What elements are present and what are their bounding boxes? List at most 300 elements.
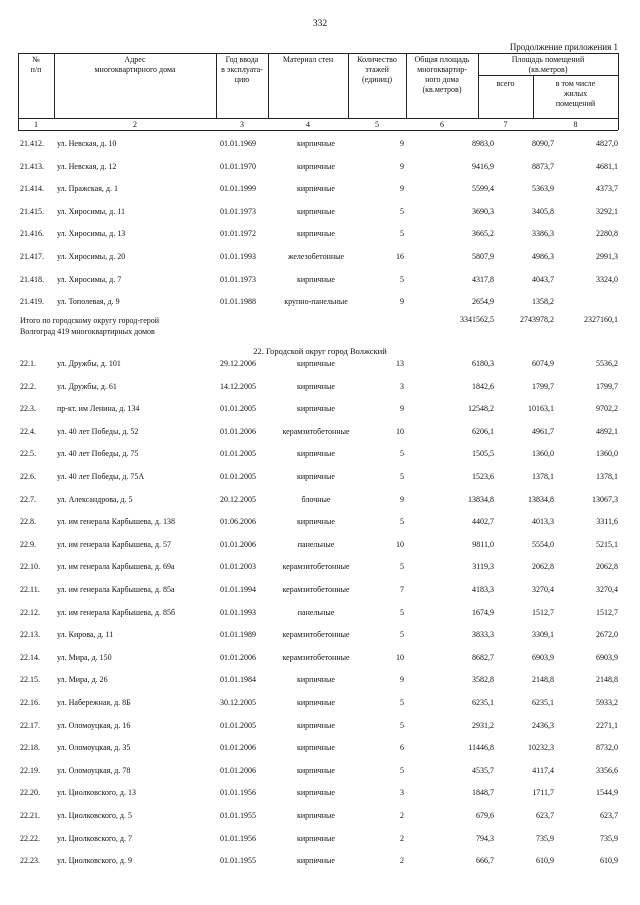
total-residential: 2327160,1 — [584, 315, 618, 324]
row-floors: 9 — [400, 297, 404, 307]
table-row — [20, 427, 620, 439]
table-row — [20, 630, 620, 642]
row-total-area: 1523,6 — [472, 472, 494, 481]
row-number: 22.12. — [20, 607, 40, 617]
row-number: 22.13. — [20, 630, 40, 640]
row-residential-area: 9702,2 — [596, 404, 618, 414]
row-number: 22.16. — [20, 698, 40, 707]
row-residential-area: 1360,0 — [596, 449, 618, 459]
row-total-area: 8682,7 — [472, 652, 494, 662]
row-all-area: 13834,8 — [528, 494, 554, 504]
col-number: 5 — [375, 120, 379, 129]
row-all-area: 3309,1 — [532, 630, 554, 640]
row-number: 22.15. — [20, 675, 40, 685]
row-residential-area: 623,7 — [600, 811, 618, 820]
total-label: Итого по городскому округу город-герой Волгоград 419 многоквартирных домов — [20, 316, 160, 336]
row-floors: 10 — [396, 539, 404, 549]
header-year: Год ввода в эксплуата- цию — [221, 55, 263, 84]
row-material: керамзитобетонные — [282, 652, 350, 662]
table-row — [20, 856, 620, 868]
row-address: ул. Дружбы, д. 101 — [57, 359, 121, 368]
row-year: 01.01.1994 — [220, 585, 256, 594]
row-year: 01.01.2006 — [220, 765, 256, 775]
row-material: кирпичные — [297, 698, 335, 707]
row-number: 22.19. — [20, 765, 40, 775]
table-row — [20, 184, 620, 196]
table-row — [20, 766, 620, 778]
row-total-area: 6180,3 — [472, 359, 494, 368]
row-total-area: 4183,3 — [472, 585, 494, 594]
row-material: кирпичные — [297, 833, 335, 843]
row-all-area: 10163,1 — [528, 404, 554, 414]
row-address: ул. Циолковского, д. 13 — [57, 788, 136, 798]
row-material: железобетонные — [287, 252, 345, 261]
row-material: кирпичные — [297, 381, 335, 391]
row-address: ул. Дружбы, д. 61 — [57, 381, 117, 391]
table-header — [18, 53, 618, 129]
row-material: кирпичные — [297, 139, 335, 148]
row-floors: 5 — [400, 720, 404, 730]
section-title: 22. Городской округ город Волжский — [253, 346, 387, 356]
row-material: кирпичные — [297, 404, 335, 414]
row-address: ул. Невская, д. 12 — [57, 161, 117, 171]
row-address: ул. 40 лет Победы, д. 52 — [57, 426, 139, 436]
row-floors: 7 — [400, 585, 404, 594]
row-residential-area: 735,9 — [600, 833, 618, 843]
row-year: 30.12.2005 — [220, 698, 256, 707]
table-row — [20, 721, 620, 733]
row-total-area: 9811,0 — [472, 539, 494, 549]
row-floors: 13 — [396, 359, 404, 368]
row-total-area: 1842,6 — [472, 381, 494, 391]
row-total-area: 666,7 — [476, 856, 494, 866]
row-year: 14.12.2005 — [220, 381, 256, 391]
row-year: 01.01.2003 — [220, 562, 256, 572]
row-material: кирпичные — [297, 229, 335, 239]
row-year: 01.01.1955 — [220, 811, 256, 820]
row-floors: 5 — [400, 229, 404, 239]
row-total-area: 4535,7 — [472, 765, 494, 775]
table-row — [20, 562, 620, 574]
continuation-note: Продолжение приложения 1 — [509, 42, 618, 52]
row-residential-area: 3292,1 — [596, 206, 618, 216]
row-number: 22.11. — [20, 585, 40, 594]
row-residential-area: 1799,7 — [596, 381, 618, 391]
table-row — [20, 207, 620, 219]
row-address: ул. им генерала Карбышева, д. 57 — [57, 539, 171, 549]
row-floors: 5 — [400, 517, 404, 527]
row-residential-area: 3324,0 — [596, 274, 618, 284]
row-floors: 5 — [400, 562, 404, 572]
row-all-area: 1711,7 — [532, 788, 554, 798]
row-material: кирпичные — [297, 675, 335, 685]
row-residential-area: 6903,9 — [596, 652, 618, 662]
row-number: 21.414. — [20, 184, 44, 194]
row-all-area: 10232,3 — [528, 743, 554, 753]
row-residential-area: 5215,1 — [596, 539, 618, 549]
table-row — [20, 653, 620, 665]
row-address: ул. Циолковского, д. 5 — [57, 811, 132, 820]
row-number: 22.6. — [20, 472, 36, 481]
row-floors: 5 — [400, 765, 404, 775]
row-total-area: 2931,2 — [472, 720, 494, 730]
row-residential-area: 2991,3 — [596, 252, 618, 261]
row-floors: 9 — [400, 404, 404, 414]
table-row — [20, 743, 620, 755]
row-residential-area: 5933,2 — [596, 698, 618, 707]
row-year: 29.12.2006 — [220, 359, 256, 368]
table-row — [20, 382, 620, 394]
row-residential-area: 3356,6 — [596, 765, 618, 775]
table-row — [20, 675, 620, 687]
row-address: ул. Невская, д. 10 — [57, 139, 117, 148]
row-all-area: 5363,9 — [532, 184, 554, 194]
row-address: ул. Оломоуцкая, д. 35 — [57, 743, 131, 753]
row-material: кирпичные — [297, 206, 335, 216]
row-all-area: 3270,4 — [532, 585, 554, 594]
row-all-area: 1358,2 — [532, 297, 554, 307]
row-material: кирпичные — [297, 765, 335, 775]
col-number: 1 — [34, 120, 38, 129]
table-row — [20, 229, 620, 241]
row-total-area: 5807,9 — [472, 252, 494, 261]
row-total-area: 4317,8 — [472, 274, 494, 284]
row-floors: 5 — [400, 698, 404, 707]
row-year: 01.01.1955 — [220, 856, 256, 866]
row-floors: 10 — [396, 426, 404, 436]
row-all-area: 3386,3 — [532, 229, 554, 239]
row-floors: 16 — [396, 252, 404, 261]
row-residential-area: 1544,9 — [596, 788, 618, 798]
table-row — [20, 517, 620, 529]
row-total-area: 4402,7 — [472, 517, 494, 527]
row-material: кирпичные — [297, 720, 335, 730]
header-no: № п/п — [30, 55, 42, 74]
row-all-area: 4043,7 — [532, 274, 554, 284]
row-all-area: 2062,8 — [532, 562, 554, 572]
row-material: панельные — [297, 539, 335, 549]
row-total-area: 794,3 — [476, 833, 494, 843]
row-all-area: 4986,3 — [532, 252, 554, 261]
row-all-area: 6903,9 — [532, 652, 554, 662]
row-all-area: 623,7 — [536, 811, 554, 820]
row-floors: 6 — [400, 743, 404, 753]
col-number: 8 — [573, 120, 578, 129]
row-year: 01.01.2005 — [220, 404, 256, 414]
row-floors: 10 — [396, 652, 404, 662]
table-row — [20, 162, 620, 174]
table-row — [20, 585, 620, 597]
row-address: ул. им генерала Карбышева, д. 85б — [57, 607, 176, 617]
row-all-area: 2436,3 — [532, 720, 554, 730]
row-year: 01.01.2005 — [220, 472, 256, 481]
row-address: ул. Циолковского, д. 7 — [57, 833, 132, 843]
row-material: керамзитобетонные — [282, 426, 350, 436]
row-floors: 2 — [400, 811, 404, 820]
row-floors: 9 — [400, 184, 404, 194]
header-material: Материал стен — [282, 55, 334, 64]
row-material: кирпичные — [297, 161, 335, 171]
row-residential-area: 3270,4 — [596, 585, 618, 594]
row-address: ул. Кирова, д. 11 — [57, 630, 114, 640]
table-row — [20, 297, 620, 309]
col-number: 7 — [503, 120, 508, 129]
row-floors: 5 — [400, 472, 404, 481]
row-material: кирпичные — [297, 811, 335, 820]
row-floors: 3 — [400, 381, 404, 391]
row-address: ул. Хиросимы, д. 13 — [57, 229, 126, 239]
row-floors: 2 — [400, 856, 404, 866]
row-material: керамзитобетонные — [282, 630, 350, 640]
row-address: ул. 40 лет Победы, д. 75 — [57, 449, 139, 459]
row-floors: 3 — [400, 788, 404, 798]
row-total-area: 11446,8 — [468, 743, 494, 753]
row-material: кирпичные — [297, 184, 335, 194]
row-residential-area: 8732,0 — [596, 743, 618, 753]
row-year: 01.01.1993 — [220, 252, 256, 261]
row-address: ул. Оломоуцкая, д. 78 — [57, 765, 131, 775]
row-total-area: 1848,7 — [472, 788, 494, 798]
page-number: 332 — [312, 19, 328, 29]
row-floors: 9 — [400, 161, 404, 171]
header-address: Адрес многоквартирного дома — [94, 55, 176, 74]
row-number: 22.21. — [20, 811, 40, 820]
row-all-area: 4961,7 — [532, 426, 554, 436]
row-material: кирпичные — [297, 449, 335, 459]
row-year: 01.01.1988 — [220, 297, 256, 307]
table-row — [20, 139, 620, 151]
row-all-area: 610,9 — [536, 856, 554, 866]
row-year: 01.06.2006 — [220, 517, 256, 527]
row-material: панельные — [297, 607, 335, 617]
row-year: 01.01.1956 — [220, 833, 256, 843]
row-number: 21.412. — [20, 139, 44, 148]
row-year: 01.01.1973 — [220, 274, 256, 284]
row-residential-area: 2280,8 — [596, 229, 618, 239]
row-all-area: 1378,1 — [532, 472, 554, 481]
row-address: ул. 40 лет Победы, д. 75А — [57, 472, 145, 481]
row-year: 01.01.1973 — [220, 206, 256, 216]
row-residential-area: 1378,1 — [596, 472, 618, 481]
row-year: 01.01.1984 — [220, 675, 256, 685]
row-number: 22.20. — [20, 788, 40, 798]
row-number: 22.10. — [20, 562, 40, 572]
row-number: 22.9. — [20, 539, 36, 549]
row-residential-area: 2271,1 — [596, 720, 618, 730]
row-address: ул. им генерала Карбышева, д. 85а — [57, 585, 175, 594]
row-residential-area: 5536,2 — [596, 359, 618, 368]
row-all-area: 4117,4 — [532, 765, 554, 775]
row-material: кирпичные — [297, 517, 335, 527]
row-floors: 9 — [400, 494, 404, 504]
row-material: кирпичные — [297, 472, 335, 481]
table-row — [20, 252, 620, 264]
row-address: ул. Тополевая, д. 9 — [57, 297, 120, 307]
table-row — [20, 540, 620, 552]
row-total-area: 13834,8 — [468, 494, 494, 504]
row-material: кирпичные — [297, 274, 335, 284]
row-address: ул. Хиросимы, д. 20 — [57, 252, 126, 261]
row-year: 01.01.1993 — [220, 607, 256, 617]
row-total-area: 679,6 — [476, 811, 494, 820]
row-number: 22.7. — [20, 494, 36, 504]
row-total-area: 3119,3 — [472, 562, 494, 572]
row-residential-area: 4892,1 — [596, 426, 618, 436]
table-row — [20, 275, 620, 287]
row-all-area: 4013,3 — [532, 517, 554, 527]
row-address: пр-кт. им Ленина, д. 134 — [57, 404, 140, 414]
row-number: 21.413. — [20, 161, 44, 171]
row-number: 22.22. — [20, 833, 40, 843]
table-row — [20, 359, 620, 371]
row-material: керамзитобетонные — [282, 585, 350, 594]
row-number: 22.2. — [20, 381, 36, 391]
row-all-area: 1799,7 — [532, 381, 554, 391]
row-all-area: 1360,0 — [532, 449, 554, 459]
row-total-area: 3833,3 — [472, 630, 494, 640]
row-number: 22.4. — [20, 426, 36, 436]
row-material: кирпичные — [297, 743, 335, 753]
row-address: ул. Набережная, д. 8Б — [57, 698, 131, 707]
row-residential-area: 2062,8 — [596, 562, 618, 572]
row-material: блочные — [301, 494, 331, 504]
row-floors: 9 — [400, 139, 404, 148]
row-residential-area: 4373,7 — [596, 184, 618, 194]
table-row — [20, 472, 620, 484]
row-total-area: 3690,3 — [472, 206, 494, 216]
col-number: 2 — [133, 120, 137, 129]
row-number: 22.17. — [20, 720, 40, 730]
row-address: ул. им генерала Карбышева, д. 69а — [57, 562, 175, 572]
header-residential: в том числе жилых помещений — [555, 79, 596, 108]
row-residential-area: 3311,6 — [596, 517, 618, 527]
row-material: керамзитобетонные — [282, 562, 350, 572]
row-all-area: 8873,7 — [532, 161, 554, 171]
row-year: 01.01.2006 — [220, 426, 256, 436]
row-number: 22.3. — [20, 404, 36, 414]
table-row — [20, 608, 620, 620]
row-floors: 9 — [400, 675, 404, 685]
row-all-area: 3405,8 — [532, 206, 554, 216]
row-floors: 5 — [400, 449, 404, 459]
table-row — [20, 449, 620, 461]
row-total-area: 5599,4 — [472, 184, 494, 194]
row-number: 22.8. — [20, 517, 36, 527]
row-total-area: 2654,9 — [472, 297, 494, 307]
table-row — [20, 495, 620, 507]
row-year: 20.12.2005 — [220, 494, 256, 504]
total-all: 2743978,2 — [520, 315, 554, 324]
table-row — [20, 698, 620, 710]
row-year: 01.01.2006 — [220, 652, 256, 662]
col-number: 3 — [240, 120, 244, 129]
row-material: кирпичные — [297, 856, 335, 866]
total-area: 3341562,5 — [460, 315, 494, 324]
row-number: 22.18. — [20, 743, 40, 753]
row-all-area: 735,9 — [536, 833, 554, 843]
row-residential-area: 13067,3 — [592, 494, 618, 504]
header-premises-area: Площадь помещений (кв.метров) — [511, 55, 585, 74]
row-floors: 5 — [400, 206, 404, 216]
table-row — [20, 811, 620, 823]
row-year: 01.01.1972 — [220, 229, 256, 239]
row-floors: 2 — [400, 833, 404, 843]
row-total-area: 3665,2 — [472, 229, 494, 239]
row-total-area: 1674,9 — [472, 607, 494, 617]
row-floors: 5 — [400, 274, 404, 284]
row-residential-area: 4827,0 — [596, 139, 618, 148]
col-number: 4 — [306, 120, 310, 129]
row-total-area: 9416,9 — [472, 161, 494, 171]
row-year: 01.01.1969 — [220, 139, 256, 148]
row-number: 22.1. — [20, 359, 36, 368]
row-address: ул. Мира, д. 26 — [57, 675, 108, 685]
row-residential-area: 2148,8 — [596, 675, 618, 685]
row-address: ул. Мира, д. 150 — [57, 652, 112, 662]
row-number: 22.14. — [20, 652, 40, 662]
row-material: кирпичные — [297, 359, 335, 368]
row-year: 01.01.1989 — [220, 630, 256, 640]
table-row — [20, 788, 620, 800]
header-total-area: Общая площадь многоквартир- ного дома (кв.метров) — [414, 55, 470, 94]
row-material: кирпичные — [297, 788, 335, 798]
header-floors: Количество этажей (единиц) — [357, 55, 397, 84]
row-address: ул. Циолковского, д. 9 — [57, 856, 132, 866]
row-number: 21.419. — [20, 297, 44, 307]
row-total-area: 12548,2 — [468, 404, 494, 414]
row-address: ул. Пражская, д. 1 — [57, 184, 118, 194]
row-all-area: 6235,1 — [532, 698, 554, 707]
table-row — [20, 834, 620, 846]
row-all-area: 8090,7 — [532, 139, 554, 148]
row-year: 01.01.2006 — [220, 743, 256, 753]
row-residential-area: 1512,7 — [596, 607, 618, 617]
row-number: 22.23. — [20, 856, 40, 866]
row-all-area: 5554,0 — [532, 539, 554, 549]
row-address: ул. Оломоуцкая, д. 16 — [57, 720, 131, 730]
row-year: 01.01.2005 — [220, 449, 256, 459]
row-number: 21.416. — [20, 229, 44, 239]
row-year: 01.01.1970 — [220, 161, 256, 171]
header-all: всего — [496, 79, 515, 88]
row-address: ул. Хиросимы, д. 7 — [57, 274, 122, 284]
row-residential-area: 4681,1 — [596, 161, 618, 171]
row-floors: 5 — [400, 607, 404, 617]
row-total-area: 6235,1 — [472, 698, 494, 707]
row-number: 21.415. — [20, 206, 44, 216]
row-all-area: 6074,9 — [532, 359, 554, 368]
row-residential-area: 2672,0 — [596, 630, 618, 640]
table-row — [20, 404, 620, 416]
row-year: 01.01.1999 — [220, 184, 256, 194]
row-year: 01.01.2005 — [220, 720, 256, 730]
row-number: 21.417. — [20, 252, 44, 261]
row-number: 22.5. — [20, 449, 36, 459]
row-residential-area: 610,9 — [600, 856, 618, 866]
row-address: ул. Александрова, д. 5 — [57, 494, 133, 504]
row-all-area: 1512,7 — [532, 607, 554, 617]
row-material: крупно-панельные — [284, 297, 348, 307]
row-number: 21.418. — [20, 274, 44, 284]
row-total-area: 8983,0 — [472, 139, 494, 148]
row-total-area: 3582,8 — [472, 675, 494, 685]
row-year: 01.01.1956 — [220, 788, 256, 798]
row-total-area: 1505,5 — [472, 449, 494, 459]
row-year: 01.01.2006 — [220, 539, 256, 549]
row-address: ул. им генерала Карбышева, д. 138 — [57, 517, 175, 527]
row-all-area: 2148,8 — [532, 675, 554, 685]
row-floors: 5 — [400, 630, 404, 640]
